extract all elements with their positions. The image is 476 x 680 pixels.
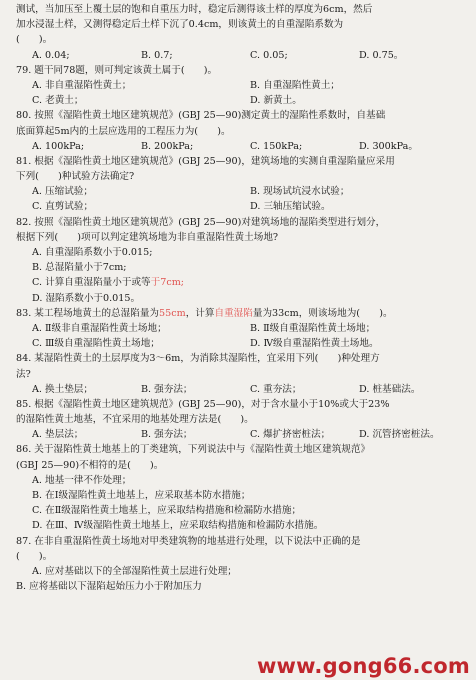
answer-option: B. 自重湿陷性黄土； — [250, 79, 340, 91]
text-line: 86. 关于湿陷性黄土地基上的丁类建筑，下列说法中与《湿陷性黄土地区建筑规范》 — [16, 444, 371, 456]
answer-option: C. 直剪试验； — [32, 201, 94, 213]
answer-option: D. 0.75。 — [359, 49, 404, 61]
text-line: B. 应将基础以下湿陷起始压力小于附加压力 — [16, 581, 202, 593]
text-line: ( )。 — [16, 550, 53, 562]
text-fragment: 量为33cm，则该场地为( )。 — [252, 307, 393, 319]
answer-option: B. Ⅱ级自重湿陷性黄土场地； — [250, 322, 376, 334]
answer-option: B. 现场试坑浸水试验； — [250, 186, 350, 198]
site-watermark: www.gong66.com — [256, 654, 470, 678]
answer-option: C. 爆扩挤密桩法； — [250, 429, 331, 441]
option-row — [16, 199, 468, 214]
answer-option: A. 0.04; — [32, 49, 70, 61]
answer-option: B. 200kPa; — [141, 140, 194, 152]
option-row — [16, 184, 468, 199]
text-line: 根据下列( )项可以判定建筑场地为非自重湿陷性黄土场地? — [16, 231, 279, 243]
answer-option: C. 老黄土； — [32, 95, 84, 107]
text-line: 87. 在非自重湿陷性黄土场地对甲类建筑物的地基进行处理，以下说法中正确的是 — [16, 535, 361, 547]
text-line — [16, 306, 468, 321]
answer-option: B. 0.7; — [141, 49, 173, 61]
option-row — [16, 427, 468, 442]
text-line: 81. 根据《湿陷性黄土地区建筑规范》(GBJ 25—90)，建筑场地的实测自重湿陷量应采用 — [16, 155, 395, 167]
answer-option: C. 重夯法； — [250, 383, 302, 395]
answer-option: D. 沉管挤密桩法。 — [359, 429, 440, 441]
text-fragment: ，计算 — [185, 307, 215, 319]
text-line: 底面算起5m内的土层应选用的工程压力为( )。 — [16, 125, 231, 137]
answer-option: A. 换土垫层； — [32, 383, 93, 395]
text-line: A. 地基一律不作处理； — [32, 474, 132, 486]
text-fragment: 83. 某工程场地黄土的总湿陷量为 — [16, 307, 160, 319]
text-line: ( )。 — [16, 34, 53, 46]
text-line: 82. 按照《湿陷性黄土地区建筑规范》(GBJ 25—90)对建筑场地的湿陷类型进行划分， — [16, 216, 386, 228]
text-line: 法? — [16, 368, 31, 380]
text-line — [16, 275, 468, 290]
highlighted-text: 于7cm; — [150, 277, 185, 289]
answer-option: D. 300kPa。 — [359, 140, 418, 152]
option-row — [16, 48, 468, 63]
text-line: A. 自重湿陷系数小于0.015; — [32, 247, 153, 258]
text-line: D. 在Ⅲ、Ⅳ级湿陷性黄土地基上，应采取结构措施和检漏防水措施。 — [32, 520, 324, 532]
option-row — [16, 93, 468, 108]
answer-option: D. 新黄土。 — [250, 95, 302, 107]
answer-option: B. 强夯法； — [141, 429, 193, 441]
text-line: A. 应对基础以下的全部湿陷性黄土层进行处理； — [32, 565, 237, 577]
answer-option: A. 非自重湿陷性黄土； — [32, 79, 132, 91]
answer-option: A. 垫层法； — [32, 429, 84, 441]
highlighted-text: 自重湿陷 — [214, 307, 253, 319]
text-line: (GBJ 25—90)不相符的是( )。 — [16, 459, 164, 471]
answer-option: A. 压缩试验； — [32, 186, 93, 198]
option-row — [16, 139, 468, 154]
answer-option: A. 100kPa; — [32, 140, 85, 152]
text-line: 加水浸湿土样，又测得稳定后土样下沉了0.4cm，则该黄土的自重湿陷系数为 — [16, 19, 344, 31]
answer-option: D. Ⅳ级自重湿陷性黄土场地。 — [250, 338, 379, 350]
text-line: 85. 根据《湿陷性黄土地区建筑规范》(GBJ 25—90)，对于含水量小于10%或大于23% — [16, 398, 390, 410]
text-line: 测试，当加压至上覆土层的饱和自重压力时，稳定后测得该土样的厚度为6cm，然后 — [16, 4, 373, 15]
text-line: 79. 题干同78题，则可判定该黄土属于( )。 — [16, 64, 218, 76]
answer-option: C. 150kPa; — [250, 140, 303, 152]
answer-option: D. 桩基础法。 — [359, 383, 421, 395]
answer-option: C. 0.05; — [250, 49, 288, 61]
text-fragment: C. 计算自重湿陷量小于或等 — [32, 277, 151, 289]
answer-option: B. 强夯法； — [141, 383, 193, 395]
text-line: D. 湿陷系数小于0.015。 — [32, 292, 141, 304]
text-line: 80. 按照《湿陷性黄土地区建筑规范》(GBJ 25—90)测定黄土的湿陷性系数时，自基础 — [16, 110, 386, 122]
highlighted-text: 55cm — [159, 307, 186, 319]
text-line: 的湿陷性黄土地基，不宜采用的地基处理方法是( )。 — [16, 414, 254, 426]
option-row — [16, 382, 468, 397]
option-row — [16, 336, 468, 351]
text-line: B. 总湿陷量小于7cm; — [32, 262, 127, 274]
text-line: 下列( )种试验方法确定? — [16, 171, 135, 183]
text-line: 84. 某湿陷性黄土的土层厚度为3～6m，为消除其湿陷性，宜采用下列( )种处理方 — [16, 353, 380, 365]
text-line: C. 在Ⅱ级湿陷性黄土地基上，应采取结构措施和检漏防水措施； — [32, 505, 302, 517]
text-line: B. 在Ⅰ级湿陷性黄土地基上，应采取基本防水措施； — [32, 490, 251, 501]
answer-option: A. Ⅱ级非自重湿陷性黄土场地； — [32, 322, 167, 334]
answer-option: C. Ⅲ级自重湿陷性黄土场地； — [32, 338, 160, 350]
option-row — [16, 78, 468, 93]
answer-option: D. 三轴压缩试验。 — [250, 201, 331, 213]
option-row — [16, 321, 468, 336]
